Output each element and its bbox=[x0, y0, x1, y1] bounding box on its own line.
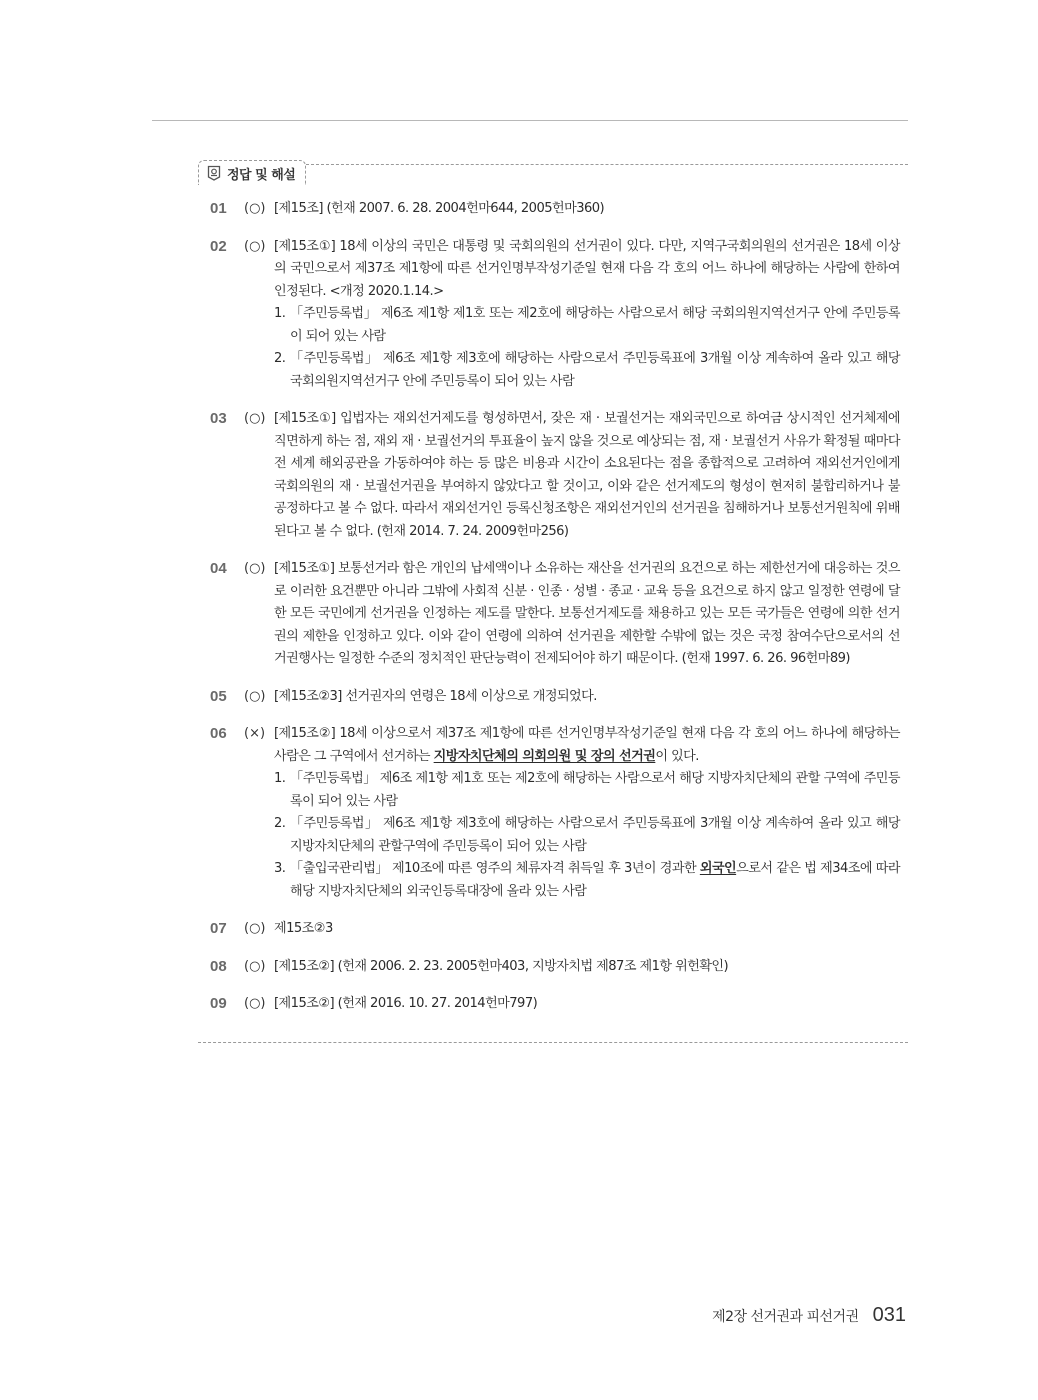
answer-number: 06 bbox=[210, 725, 227, 742]
page-footer bbox=[712, 1304, 906, 1327]
section-title: 정답 및 해설 bbox=[227, 167, 296, 183]
answer-number: 01 bbox=[210, 200, 227, 217]
answer-mark: (○) bbox=[244, 201, 266, 216]
item-number: 1. bbox=[274, 306, 286, 321]
item-number: 2. bbox=[274, 351, 286, 366]
answer-text: [제15조②] (헌재 2016. 10. 27. 2014헌마797) bbox=[274, 996, 538, 1011]
header-tab bbox=[198, 160, 306, 185]
text-segment: 「출입국관리법」 제10조에 따른 영주의 체류자격 취득일 후 3년이 경과한 bbox=[290, 861, 700, 876]
item-text bbox=[290, 858, 900, 903]
answer-body bbox=[274, 236, 900, 394]
list-item bbox=[274, 813, 900, 858]
answer-number: 09 bbox=[210, 995, 227, 1012]
answer-number: 02 bbox=[210, 237, 227, 255]
answer-mark: (○) bbox=[244, 238, 266, 254]
list-item bbox=[274, 858, 900, 903]
item-number: 2. bbox=[274, 816, 286, 831]
answer-text: [제15조①] 입법자는 재외선거제도를 형성하면서, 잦은 재 · 보궐선거는 재외국민으로 하여금 상시적인 선거체제에 직면하게 하는 점, 재외 재 · 보궐선거의 투표율이 높지 않을 것으로 예상되는 점, 재 · 보궐선거 사유가 확정될 때마다 전 세계 해외공관을 가동하여야 하는 등 많은 비용과 시간이 소요된다는 점을 종합적으로 고려하여 재외선거인에게 국회의원의 재 · 보궐선거권을 부여하지 않았다고 할 것이고, 이와 같은 선거제도의 형성이 현저히 불합리하거나 불공정하다고 볼 수 없다. 따라서 재외선거인 등록신청조항은 재외선거인의 선거권을 침해하거나 보통선거원칙에 위배된다고 볼 수 없다. (헌재 2014. 7. 24. 2009헌마256) bbox=[274, 411, 900, 539]
answer-number: 03 bbox=[210, 410, 227, 427]
answer-mark: (○) bbox=[244, 411, 266, 426]
underlined-emphasis: 외국인 bbox=[699, 861, 737, 876]
list-item bbox=[274, 768, 900, 813]
answer-text: [제15조] (헌재 2007. 6. 28. 2004헌마644, 2005헌마360) bbox=[274, 201, 605, 216]
answer-02 bbox=[210, 236, 900, 394]
answer-text: 제15조②3 bbox=[274, 921, 333, 936]
text-segment: [제15조②] 18세 이상으로서 제37조 제1항에 따른 선거인명부작성기준일 현재 다음 각 호의 어느 하나에 해당하는 사람은 그 구역에서 선거하는 bbox=[274, 726, 900, 764]
answer-body bbox=[274, 723, 900, 903]
item-text: 「주민등록법」 제6조 제1항 제3호에 해당하는 사람으로서 주민등록표에 3개월 이상 계속하여 올라 있고 해당 국회의원지역선거구 안에 주민등록이 되어 있는 사람 bbox=[290, 351, 900, 389]
answer-text: [제15조①] 18세 이상의 국민은 대통령 및 국회의원의 선거권이 있다. 다만, 지역구국회의원의 선거권은 18세 이상의 국민으로서 제37조 제1항에 따른 선거인명부작성기준일 현재 다음 각 호의 어느 하나에 해당하는 사람에 한하여 인정된다. <개정 2020.1.14.> bbox=[274, 238, 900, 299]
section-header bbox=[198, 156, 908, 186]
item-number: 3. bbox=[274, 861, 286, 876]
bottom-dashed-rule bbox=[198, 1042, 908, 1043]
header-dashed-line bbox=[306, 164, 908, 165]
answer-09 bbox=[210, 993, 900, 1016]
answer-list bbox=[210, 198, 900, 1031]
answer-number: 05 bbox=[210, 687, 227, 705]
answer-03 bbox=[210, 408, 900, 543]
answer-text: [제15조①] 보통선거라 함은 개인의 납세액이나 소유하는 재산을 선거권의 요건으로 하는 제한선거에 대응하는 것으로 이러한 요건뿐만 아니라 그밖에 사회적 신분 · 인종 · 성별 · 종교 · 교육 등을 요건으로 하지 않고 일정한 연령에 달한 모든 국민에게 선거권을 인정하는 제도를 말한다. 보통선거제도를 채용하고 있는 모든 국가들은 연령에 의한 선거권의 제한을 인정하고 있다. 이와 같이 연령에 의하여 선거권을 제한할 수밖에 없는 것은 국정 참여수단으로서의 선거권행사는 일정한 수준의 정치적인 판단능력이 전제되어야 하기 때문이다. (헌재 1997. 6. 26. 96헌마89) bbox=[274, 561, 900, 666]
answer-08 bbox=[210, 956, 900, 979]
item-number: 1. bbox=[274, 771, 286, 786]
answer-mark: (○) bbox=[244, 688, 266, 704]
answer-number: 08 bbox=[210, 957, 227, 975]
page-number: 031 bbox=[872, 1304, 906, 1326]
item-text: 「주민등록법」 제6조 제1항 제1호 또는 제2호에 해당하는 사람으로서 해당 지방자치단체의 관할 구역에 주민등록이 되어 있는 사람 bbox=[290, 771, 900, 809]
answer-mark: (×) bbox=[244, 726, 266, 741]
answer-mark: (○) bbox=[244, 921, 266, 936]
text-segment: 이 있다. bbox=[655, 748, 699, 764]
underlined-emphasis: 지방자치단체의 의회의원 및 장의 선거권 bbox=[433, 748, 656, 764]
answer-text: [제15조②3] 선거권자의 연령은 18세 이상으로 개정되었다. bbox=[274, 688, 597, 704]
answer-07 bbox=[210, 918, 900, 941]
text-segment: 으로서 같은 법 제34조에 따라 해당 지방자치단체의 외국인등록대장에 올라 있는 사람 bbox=[290, 861, 900, 899]
answer-doc-icon bbox=[207, 165, 221, 181]
answer-01 bbox=[210, 198, 900, 221]
answer-mark: (○) bbox=[244, 561, 266, 576]
answer-text bbox=[274, 723, 900, 768]
answer-text: [제15조②] (헌재 2006. 2. 23. 2005헌마403, 지방자치법 제87조 제1항 위헌확인) bbox=[274, 958, 729, 974]
item-text: 「주민등록법」 제6조 제1항 제3호에 해당하는 사람으로서 주민등록표에 3개월 이상 계속하여 올라 있고 해당 지방자치단체의 관할구역에 주민등록이 되어 있는 사람 bbox=[290, 816, 900, 854]
answer-mark: (○) bbox=[244, 958, 266, 974]
answer-number: 04 bbox=[210, 560, 227, 577]
list-item bbox=[274, 348, 900, 393]
answer-mark: (○) bbox=[244, 996, 266, 1011]
list-item bbox=[274, 303, 900, 348]
answer-number: 07 bbox=[210, 920, 227, 937]
item-text: 「주민등록법」 제6조 제1항 제1호 또는 제2호에 해당하는 사람으로서 해당 국회의원지역선거구 안에 주민등록이 되어 있는 사람 bbox=[290, 306, 900, 344]
answer-06 bbox=[210, 723, 900, 903]
top-rule bbox=[152, 120, 908, 121]
answer-04 bbox=[210, 558, 900, 671]
answer-05 bbox=[210, 686, 900, 709]
chapter-title: 제2장 선거권과 피선거권 bbox=[712, 1309, 859, 1325]
